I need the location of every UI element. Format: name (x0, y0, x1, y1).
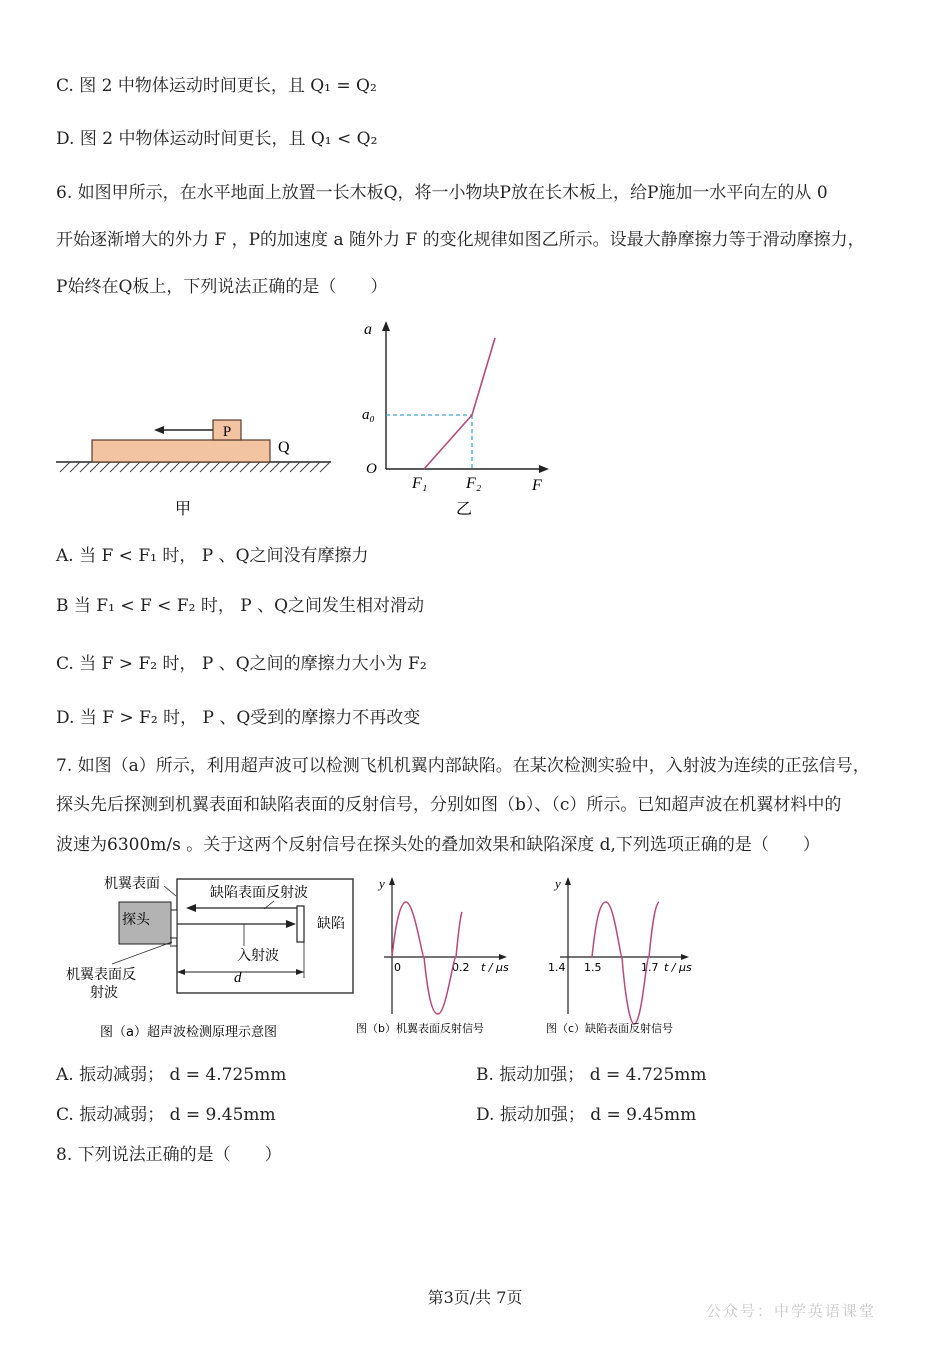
figure-jia (56, 410, 336, 520)
defect (297, 906, 304, 942)
fig-c-y-label: y (555, 876, 561, 891)
figure-c (542, 874, 702, 1044)
watermark: 公众号：中学英语课堂 (706, 1302, 877, 1320)
q5-option-c: C. 图 2 中物体运动时间更长，且 Q₁ = Q₂ (56, 76, 377, 96)
wing-surface-label: 机翼表面 (104, 876, 160, 892)
force-arrow (154, 426, 164, 434)
q7-option-a: A. 振动减弱； d = 4.725mm (56, 1065, 287, 1085)
a0-label: a₀ (362, 407, 375, 423)
axis-a-label: a (364, 321, 372, 338)
figure-yi (360, 318, 560, 523)
q6-option-d: D. 当 F > F₂ 时， P 、Q受到的摩擦力不再改变 (56, 708, 421, 728)
f1-label: F₁ (412, 475, 428, 492)
figure-a (64, 872, 360, 1044)
f2-label: F₂ (466, 475, 482, 492)
surface-reflect-label-2: 射波 (90, 985, 118, 1001)
probe-label: 探头 (122, 912, 150, 928)
surface-signal-wave (392, 902, 462, 1014)
q7-option-c: C. 振动减弱； d = 9.45mm (56, 1105, 276, 1125)
q6-stem-line1: 6. 如图甲所示，在水平地面上放置一长木板Q，将一小物块P放在长木板上，给P施加一水平向左的从 0 (56, 183, 828, 203)
fig-c-caption: 图（c）缺陷表面反射信号 (546, 1022, 674, 1035)
fig-b-unit: t / μs (481, 961, 509, 974)
a-f-curve (424, 338, 495, 469)
fig-c-t0: 1.4 (548, 961, 566, 974)
fig-b-y-label: y (379, 876, 385, 891)
fig-b-t0: 0 (394, 961, 401, 974)
fig-b-t1: 0.2 (452, 961, 470, 974)
q7-stem-line3: 波速为6300m/s 。关于这两个反射信号在探头处的叠加效果和缺陷深度 d,下列选项正确的是（ ） (56, 835, 820, 855)
defect-label: 缺陷 (317, 916, 345, 932)
q6-option-c: C. 当 F > F₂ 时， P 、Q之间的摩擦力大小为 F₂ (56, 654, 427, 674)
board-q (92, 440, 270, 462)
q6-stem-line3: P始终在Q板上，下列说法正确的是（ ） (56, 277, 388, 297)
q6-option-b: B 当 F₁ < F < F₂ 时， P 、Q之间发生相对滑动 (56, 596, 425, 616)
fig-yi-caption: 乙 (455, 501, 473, 518)
block-p-label: P (222, 424, 232, 440)
defect-reflect-label: 缺陷表面反射波 (210, 885, 308, 901)
surface-reflect-label-1: 机翼表面反 (66, 967, 136, 983)
q5-option-d: D. 图 2 中物体运动时间更长，且 Q₁ < Q₂ (56, 129, 378, 149)
origin-label: O (366, 461, 377, 477)
q7-option-d: D. 振动加强； d = 9.45mm (476, 1105, 697, 1125)
fig-b-caption: 图（b）机翼表面反射信号 (356, 1022, 484, 1035)
q7-stem-line1: 7. 如图（a）所示，利用超声波可以检测飞机机翼内部缺陷。在某次检测实验中，入射波为连续的正弦信号， (56, 756, 870, 776)
q7-option-b: B. 振动加强； d = 4.725mm (476, 1065, 707, 1085)
axis-f-label: F (532, 477, 542, 494)
q6-stem-line2: 开始逐渐增大的外力 F ，P的加速度 a 随外力 F 的变化规律如图乙所示。设最大静摩擦力等于滑动摩擦力， (56, 230, 865, 250)
fig-jia-caption: 甲 (174, 501, 192, 518)
figure-b (354, 874, 524, 1044)
depth-label: d (234, 970, 242, 986)
fig-c-t1: 1.5 (584, 961, 602, 974)
fig-a-caption: 图（a）超声波检测原理示意图 (100, 1025, 277, 1040)
incident-label: 入射波 (237, 948, 279, 964)
q8-stem: 8. 下列说法正确的是（ ） (56, 1145, 282, 1165)
fig-c-unit: t / μs (664, 961, 692, 974)
q7-stem-line2: 探头先后探测到机翼表面和缺陷表面的反射信号，分别如图（b）、（c）所示。已知超声波在机翼材料中的 (56, 795, 842, 815)
board-q-label: Q (278, 439, 290, 456)
page-number: 第3页/共 7页 (427, 1288, 523, 1307)
fig-c-t2: 1.7 (641, 961, 659, 974)
q6-option-a: A. 当 F < F₁ 时， P 、Q之间没有摩擦力 (56, 546, 369, 566)
